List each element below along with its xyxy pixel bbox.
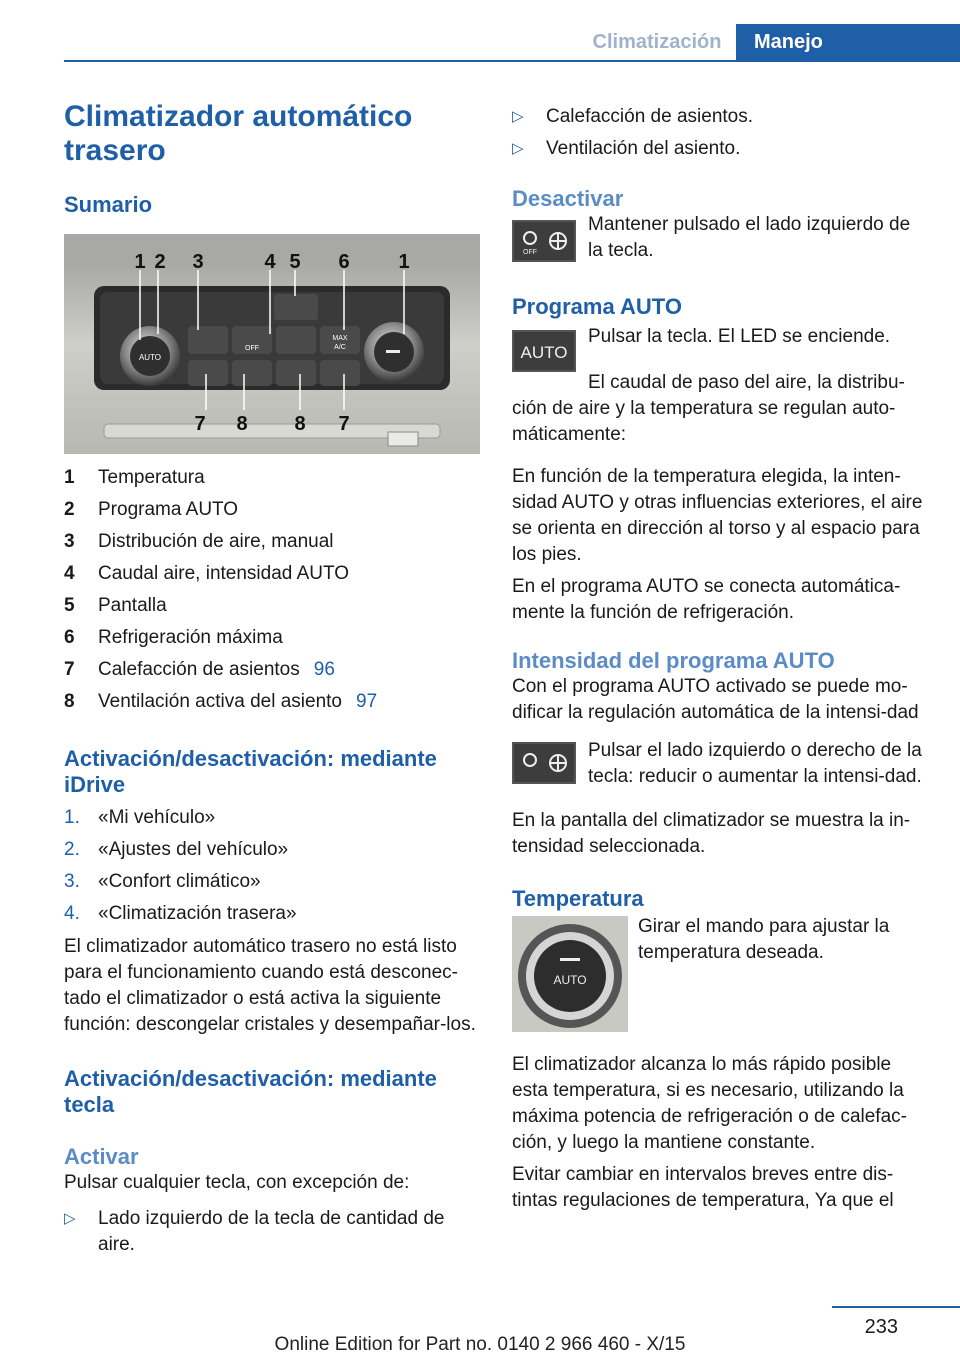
auto-text-3: En función de la temperatura elegida, la inten-sidad AUTO y otras influencias exteriores, el aire se orienta en dirección al torso y al espacio para los pies.: [512, 466, 923, 565]
callout-5: 5: [289, 251, 301, 273]
knob-auto-label: AUTO: [553, 973, 587, 987]
header-tab-chapter: Manejo: [736, 24, 960, 60]
temperatura-text-1: Girar el mando para ajustar la temperatura deseada.: [638, 916, 890, 963]
step-item: 4. «Climatización trasera»: [64, 903, 297, 924]
legend-item: 5 Pantalla: [64, 595, 167, 616]
intensidad-block: [512, 738, 930, 790]
auto-text-4: En el programa AUTO se conecta automática-mente la función de refrigeración.: [512, 576, 901, 623]
auto-block: [512, 324, 930, 372]
legend-item: 2 Programa AUTO: [64, 499, 239, 520]
auto-heading: Programa AUTO: [512, 294, 682, 319]
callout-4: 4: [264, 251, 276, 273]
fan-off-key-icon: [512, 220, 576, 262]
page-title: Climatizador automático trasero: [64, 100, 413, 167]
button-off-label: OFF: [245, 345, 259, 352]
button-auto-label: AUTO: [138, 353, 162, 362]
desactivar-block: [512, 216, 930, 264]
legend-item: 1 Temperatura: [64, 467, 205, 488]
tecla-heading: Activación/desactivación: mediante tecla: [64, 1066, 437, 1117]
bullet-item: ▷ Lado izquierdo de la tecla de cantidad de aire.: [64, 1208, 445, 1255]
temperatura-heading: Temperatura: [512, 886, 644, 911]
activar-exceptions: [64, 1206, 480, 1258]
intensidad-text-1: Con el programa AUTO activado se puede mo-dificar la regulación automática de la intensi-dad: [512, 676, 919, 723]
activar-exceptions-cont: [512, 104, 930, 162]
climate-panel-figure: [64, 234, 480, 454]
button-max-label: MAX: [332, 335, 348, 342]
callout-8-right: 8: [294, 413, 306, 435]
bullet-item: ▷ Ventilación del asiento.: [512, 138, 741, 159]
right-column: [512, 104, 930, 1214]
legend-item: 3 Distribución de aire, manual: [64, 531, 334, 552]
callout-1-right: 1: [398, 251, 410, 273]
off-key-label: OFF: [523, 249, 537, 256]
auto-key-icon: [512, 330, 576, 372]
idrive-heading: Activación/desactivación: mediante iDrive: [64, 746, 437, 797]
auto-text-1: Pulsar la tecla. El LED se enciende.: [588, 326, 891, 347]
callout-6: 6: [338, 251, 350, 273]
step-item: 1. «Mi vehículo»: [64, 807, 216, 828]
auto-key-label: AUTO: [520, 343, 568, 362]
step-item: 2. «Ajustes del vehículo»: [64, 839, 289, 860]
button-ac-label: A/C: [334, 344, 346, 351]
callout-7-left: 7: [194, 413, 206, 435]
legend-item: 4 Caudal aire, intensidad AUTO: [64, 563, 350, 584]
callout-8-left: 8: [236, 413, 248, 435]
footer-edition: Online Edition for Part no. 0140 2 966 460 - X/15: [274, 1334, 686, 1355]
bullet-item: ▷ Calefacción de asientos.: [512, 106, 754, 127]
header-tab-section: Climatización: [592, 30, 722, 53]
callout-7-right: 7: [338, 413, 350, 435]
legend-item: 7 Calefacción de asientos 96: [64, 659, 335, 680]
activar-text: Pulsar cualquier tecla, con excepción de:: [64, 1172, 410, 1193]
page-link-96[interactable]: 96: [313, 659, 335, 680]
callout-3: 3: [192, 251, 204, 273]
legend-item: 8 Ventilación activa del asiento 97: [64, 691, 378, 712]
callout-2: 2: [154, 251, 166, 273]
desactivar-heading: Desactivar: [512, 186, 624, 211]
idrive-note: El climatizador automático trasero no está listo para el funcionamiento cuando está desconec-tado el climatizador o está activa la siguiente función: descongelar cristales y desempañar-los.: [64, 936, 476, 1035]
temperatura-block: [512, 916, 930, 1032]
fan-intensity-key-icon: [512, 742, 576, 784]
auto-text-2: El caudal de paso del aire, la distribu-ción de aire y la temperatura se regulan auto-máticamente:: [512, 372, 905, 445]
page-link-97[interactable]: 97: [356, 691, 378, 712]
sumario-heading: Sumario: [64, 192, 153, 217]
header-rule: [64, 60, 960, 62]
intensidad-text-2: Pulsar el lado izquierdo o derecho de la tecla: reducir o aumentar la intensi-dad.: [588, 740, 922, 787]
footer-rule: [832, 1306, 960, 1308]
figure-legend: [64, 462, 480, 718]
intensidad-text-3: En la pantalla del climatizador se muestra la in-tensidad seleccionada.: [512, 810, 911, 857]
callout-1-left: 1: [134, 251, 146, 273]
temperatura-text-2: El climatizador alcanza lo más rápido posible esta temperatura, si es necesario, utilizando la máxima potencia de refrigeración o de calefac-ción, y luego la mantiene constante.: [512, 1054, 907, 1153]
idrive-steps: [64, 802, 480, 930]
intensidad-heading: Intensidad del programa AUTO: [512, 648, 835, 673]
desactivar-text: Mantener pulsado el lado izquierdo de la tecla.: [588, 214, 911, 261]
temperatura-text-3: Evitar cambiar en intervalos breves entre dis-tintas regulaciones de temperatura, Ya que el: [512, 1164, 894, 1211]
activar-heading: Activar: [64, 1144, 139, 1169]
climate-panel-illustration: [64, 234, 480, 454]
step-item: 3. «Confort climático»: [64, 871, 261, 892]
legend-item: 6 Refrigeración máxima: [64, 627, 283, 648]
page-number: 233: [864, 1316, 898, 1338]
left-column: [64, 100, 480, 1264]
temperature-knob-icon: [512, 916, 628, 1032]
